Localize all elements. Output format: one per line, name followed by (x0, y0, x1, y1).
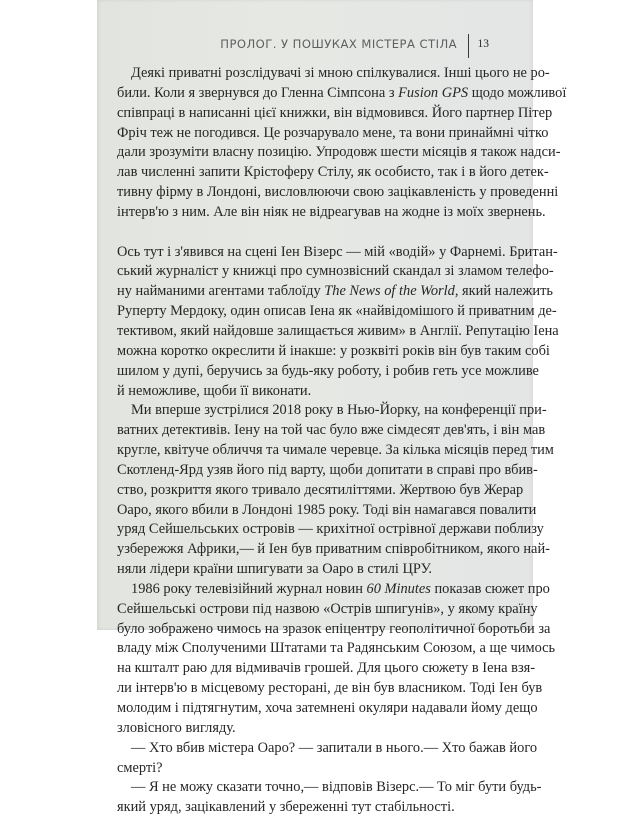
text-line: кругле, квітуче обличчя та чимале черевце. За кілька місяців перед тим (117, 442, 554, 459)
text-line: Ми вперше зустрілися 2018 року в Нью-Йорку, на конференції при- (131, 402, 547, 419)
text-line: Фріч теж не погодився. Це розчарувало мене, та вони принаймні чітко (117, 124, 549, 141)
running-head (97, 34, 533, 58)
text-line: тективом, який найдовше залищається живим» в Англії. Репутацію Іена (117, 322, 559, 339)
text-line: узбережжя Африки,— й Іен був приватним співробітником, якого най- (117, 541, 550, 558)
text-line: молодим і підтягнутим, хоча затемнені окуляри надавали йому дещо (117, 700, 538, 716)
text-line: смерті? (117, 759, 163, 776)
text-line: зловісного вигляду. (117, 719, 236, 736)
paragraph-p2 (117, 243, 559, 402)
text-line: співпраці в написанні цієї книжки, він відмовився. Його партнер Пітер (117, 104, 553, 121)
italic-title: The News of the World (324, 283, 455, 300)
text-line: — Я не можу сказати точно,— відповів Візерс.— То міг бути будь- (131, 779, 542, 796)
italic-title: 60 Minutes (366, 580, 431, 597)
text-line: владу між Сполученими Штатами та Радянським Союзом, а ще чимось (117, 640, 556, 657)
text-line: який уряд, зацікавлений у збереженні тут стабільності. (117, 799, 455, 816)
text-line: уряд Сейшельських островів — крихітної острівної держави поблизу (117, 521, 544, 538)
text-line: ватних детективів. Іену на той час було вже сімдесят дев'ять, і він мав (117, 422, 546, 439)
paragraph-p6 (117, 778, 542, 818)
text-line: Деякі приватні розслідувачі зі мною спілкувалися. Інші цього не ро- (131, 65, 550, 81)
text-line: няли лідери країни шпигувати за Оаро в стилі ЦРУ. (117, 561, 433, 578)
book-page (97, 0, 567, 816)
text-line: можна коротко окреслити й інакше: у розквіті років він був таким собі (117, 342, 550, 359)
paragraph-p1 (117, 64, 567, 223)
page-number: 13 (477, 38, 489, 50)
text-line: Скотленд-Ярд узяв його під варту, щоби допитати в справі про вбив- (117, 461, 538, 478)
text-line: лав численні запити Крістоферу Стілу, як особисто, так і в його детек- (117, 164, 549, 181)
italic-title: Fusion GPS (398, 84, 469, 101)
text-line: було зображено чимось на зразок епіцентру геополітичної боротьби за (117, 620, 551, 637)
text-line: Оаро, якого вбили в Лондоні 1985 року. Тоді він намагався повалити (117, 501, 537, 518)
text-line: на кшталт раю для відмивачів грошей. Для цього сюжету в Іена взя- (117, 660, 536, 677)
text-line: шилом у дупі, беручись за будь-яку роботу, і робив геть усе можливе (117, 362, 539, 379)
text-line: тивну фірму в Лондоні, висловлюючи свою зацікавленість у проведенні (117, 184, 559, 201)
paragraph-p5 (117, 739, 538, 779)
text-line: ство, розкриття якого тривало десятиліттями. Жертвою був Жерар (117, 481, 524, 498)
text-line: 1986 року телевізійний журнал новин 60 Minutes показав сюжет про (131, 580, 550, 597)
text-line: Руперту Мердоку, один описав Іена як «найвідомішого й приватним де- (117, 303, 557, 320)
running-head-title: ПРОЛОГ. У ПОШУКАХ МІСТЕРА СТІЛА (220, 37, 457, 51)
text-line: ну найманими агентами таблоїду The News of the World, який належить (117, 283, 553, 300)
text-line: й неможливе, щоби її виконати. (117, 382, 312, 399)
text-line: — Хто вбив містера Оаро? — запитали в нього.— Хто бажав його (131, 739, 538, 756)
body-text (117, 64, 567, 818)
text-line: Сейшельські острови під назвою «Острів шпигунів», у якому країну (117, 600, 538, 617)
text-line: били. Коли я звернувся до Гленна Сімпсона з Fusion GPS щодо можливої (117, 84, 567, 101)
running-head-divider (468, 34, 469, 58)
paragraph-p3 (117, 401, 554, 580)
text-line: інтерв'ю з ним. Але він ніяк не відреагував на жодне із моїх звернень. (117, 203, 546, 220)
text-line: ський журналіст у книжці про сумнозвісний скандал зі зламом телефо- (117, 263, 554, 280)
text-line: ли інтерв'ю в місцевому ресторані, де він був власником. Тоді Іен був (117, 680, 543, 697)
paragraph-p4 (117, 580, 556, 739)
text-line: дали зрозуміти власну позицію. Упродовж шести місяців я також надси- (117, 144, 561, 161)
text-line: Ось тут і з'явився на сцені Іен Візерс — мій «водій» у Фарнемі. Британ- (117, 243, 558, 260)
